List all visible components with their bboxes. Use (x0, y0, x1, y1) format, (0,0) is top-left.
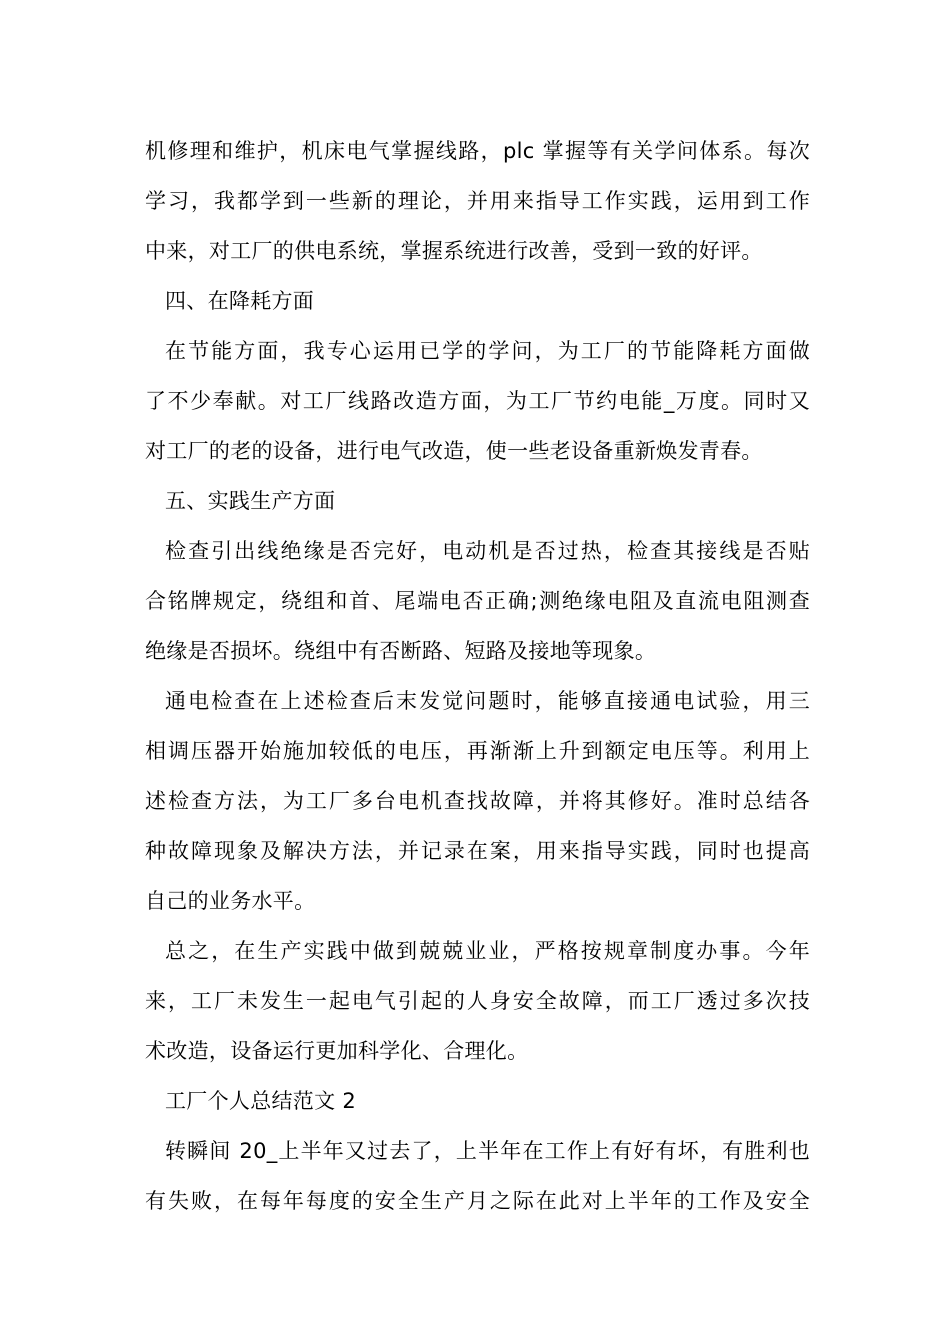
text-line: 自己的业务水平。 (145, 889, 316, 913)
text-line: 检查引出线绝缘是否完好，电动机是否过热，检查其接线是否贴 (165, 539, 810, 563)
text-line: 转瞬间 20_上半年又过去了，上半年在工作上有好有坏，有胜利也 (165, 1139, 810, 1163)
text-line: 绝缘是否损坏。绕组中有否断路、短路及接地等现象。 (145, 639, 657, 663)
text-line: 术改造，设备运行更加科学化、合理化。 (145, 1039, 529, 1063)
text-line: 通电检查在上述检查后末发觉问题时，能够直接通电试验，用三 (165, 689, 810, 713)
section-heading: 四、在降耗方面 (165, 289, 315, 313)
document-body (145, 126, 810, 1226)
text-line: 种故障现象及解决方法，并记录在案，用来指导实践，同时也提高 (145, 839, 810, 863)
section-heading: 五、实践生产方面 (165, 489, 336, 513)
text-line: 来，工厂未发生一起电气引起的人身安全故障，而工厂透过多次技 (145, 989, 810, 1013)
text-line: 机修理和维护，机床电气掌握线路，plc 掌握等有关学问体系。每次 (145, 139, 810, 163)
text-line: 述检查方法，为工厂多台电机查找故障，并将其修好。准时总结各 (145, 789, 810, 813)
text-line: 相调压器开始施加较低的电压，再渐渐上升到额定电压等。利用上 (145, 739, 810, 763)
text-line: 学习，我都学到一些新的理论，并用来指导工作实践，运用到工作 (145, 189, 810, 213)
text-line: 了不少奉献。对工厂线路改造方面，为工厂节约电能_万度。同时又 (145, 389, 810, 413)
text-line: 在节能方面，我专心运用已学的学问，为工厂的节能降耗方面做 (165, 339, 810, 363)
section-heading: 工厂个人总结范文 2 (165, 1089, 357, 1113)
text-line: 总之，在生产实践中做到兢兢业业，严格按规章制度办事。今年 (165, 939, 810, 963)
text-line: 对工厂的老的设备，进行电气改造，使一些老设备重新焕发青春。 (145, 439, 763, 463)
text-line: 有失败，在每年每度的安全生产月之际在此对上半年的工作及安全 (145, 1189, 810, 1213)
text-line: 中来，对工厂的供电系统，掌握系统进行改善，受到一致的好评。 (145, 239, 763, 263)
text-line: 合铭牌规定，绕组和首、尾端电否正确;测绝缘电阻及直流电阻测查 (145, 589, 810, 613)
